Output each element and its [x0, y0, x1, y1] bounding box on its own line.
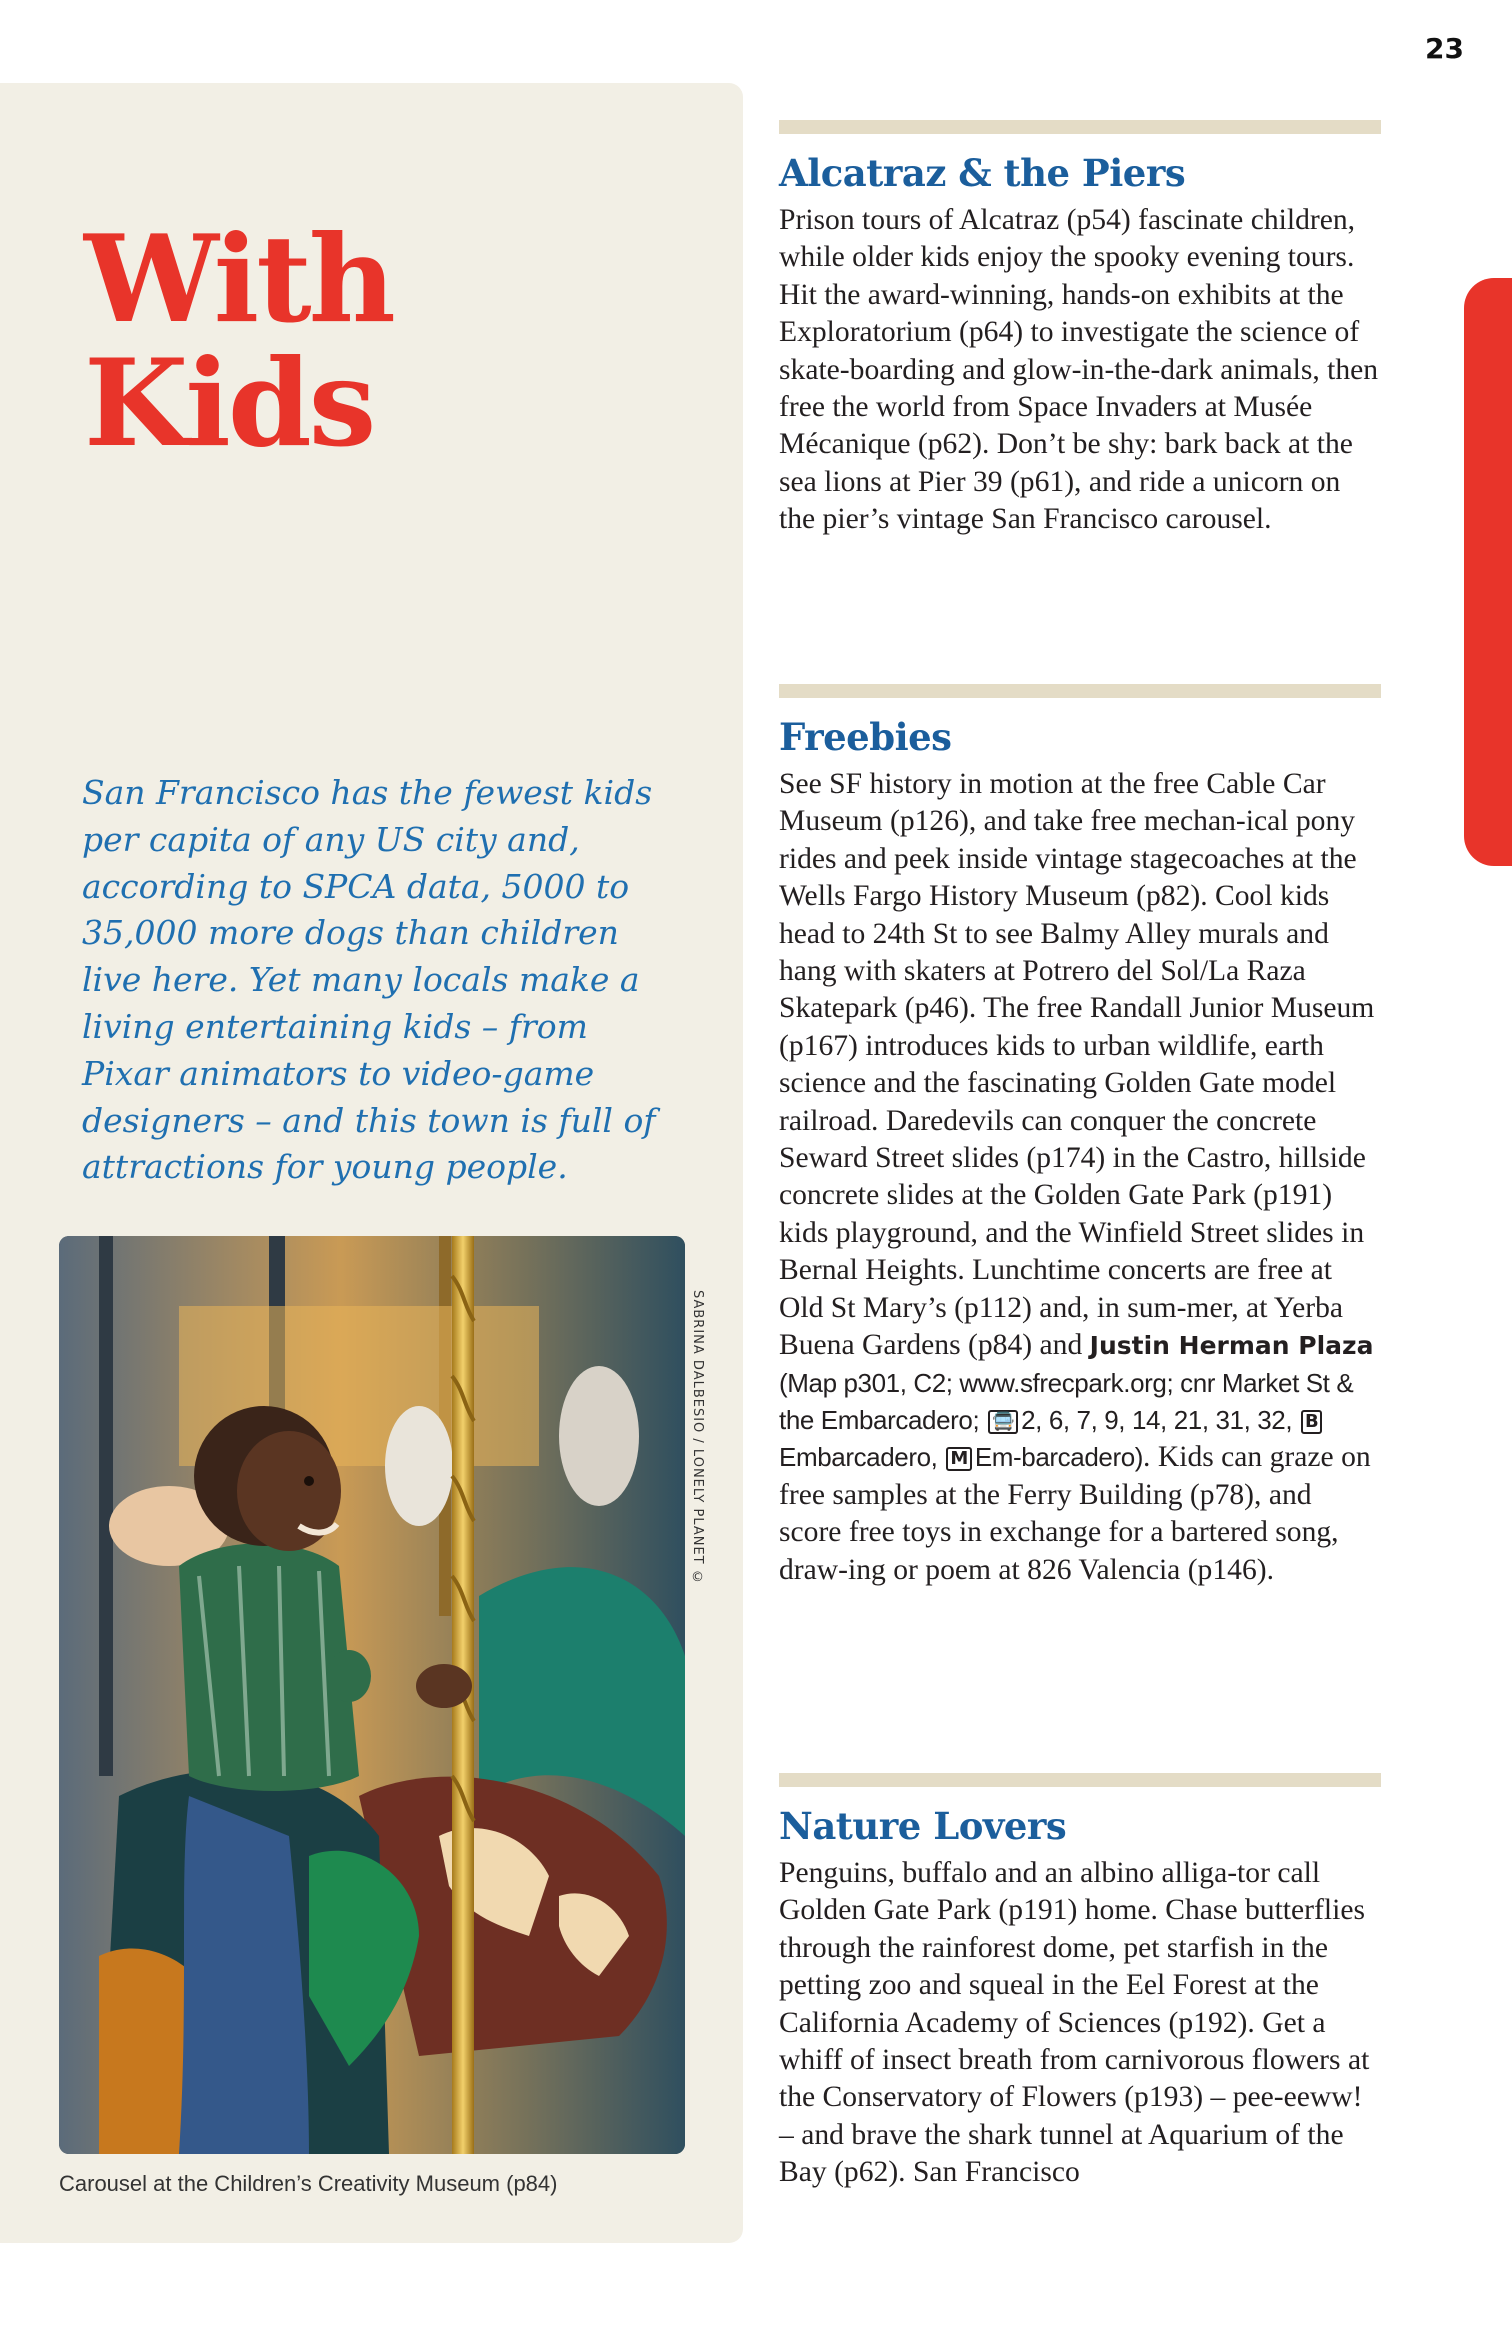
- muni-station: Em-barcadero): [974, 1442, 1144, 1473]
- page-number: 23: [1425, 32, 1464, 65]
- section-freebies: [779, 684, 1381, 1589]
- section-body: [779, 766, 1381, 1589]
- section-body: Penguins, buffalo and an albino alliga-tor call Golden Gate Park (p191) home. Chase butterflies through the rainforest dome, pet starfish in the petting zoo and squeal in the Eel Forest at the California Academy of Sciences (p192). Get a whiff of insect breath from carnivorous flowers at the Conservatory of Flowers (p193) – pee-eeww! – and brave the shark tunnel at Aquarium of the Bay (p62). San Francisco: [779, 1857, 1370, 2189]
- section-rule: [779, 684, 1381, 698]
- bus-routes: 2, 6, 7, 9, 14, 21, 31, 32,: [1021, 1404, 1300, 1435]
- carousel-photo: [59, 1236, 685, 2154]
- chapter-title: [84, 209, 393, 474]
- section-body: Prison tours of Alcatraz (p54) fascinate children, while older kids enjoy the spooky evening tours. Hit the award-winning, hands-on exhibits at the Exploratorium (p64) to investigate the science of skate-boarding and glow-in-the-dark animals, then free the world from Space Invaders at Musée Mécanique (p62). Don’t be shy: bark back at the sea lions at Pier 39 (p61), and ride a unicorn on the pier’s vintage San Francisco carousel.: [779, 204, 1379, 536]
- chapter-tab-marker: [1464, 278, 1512, 866]
- photo-caption: Carousel at the Children’s Creativity Museum (p84): [59, 2171, 558, 2196]
- chapter-title-line-2: Kids: [84, 333, 374, 474]
- listing-address: (Map p301, C2; www.sfrecpark.org; cnr Market St & the Embarcadero;: [779, 1367, 1354, 1435]
- bart-station: Embarcadero,: [779, 1442, 945, 1473]
- section-rule: [779, 120, 1381, 134]
- bus-icon: 🚍: [988, 1410, 1018, 1434]
- section-rule: [779, 1773, 1381, 1787]
- intro-text: San Francisco has the fewest kids per capita of any US city and, according to SPCA data, 5000 to 35,000 more dogs than children live here. Yet many locals make a living entertaining kids – from Pixar animators to video-game designers – and this town is full of attractions for young people.: [82, 773, 656, 1187]
- bart-icon: B: [1301, 1410, 1322, 1434]
- section-heading: Alcatraz & the Piers: [779, 151, 1186, 195]
- photo-credit: SABRINA DALBESIO / LONELY PLANET ©: [690, 1290, 705, 1586]
- body-text: See SF history in motion at the free Cable Car Museum (p126), and take free mechan-ical pony rides and peek inside vintage stagecoaches at the Wells Fargo History Museum (p82). Cool kids head to 24th St to see Balmy Alley murals and hang with skaters at Potrero del Sol/La Raza Skatepark (p46). The free Randall Junior Museum (p167) introduces kids to urban wildlife, earth science and the fascinating Golden Gate model railroad. Daredevils can conquer the concrete Seward Street slides (p174) in the Castro, hillside concrete slides at the Golden Gate Park (p191) kids playground, and the Winfield Street slides in Bernal Heights. Lunchtime concerts are free at Old St Mary’s (p112) and, in sum-mer, at Yerba Buena Gardens (p84) and: [779, 768, 1375, 1362]
- body-text: . Kids can graze on free samples at the Ferry Building (p78), and score free toys in exchange for a bartered song, draw-ing or poem at 826 Valencia (p146).: [779, 1441, 1371, 1586]
- muni-icon: M: [946, 1447, 972, 1471]
- section-nature-lovers: [779, 1773, 1381, 2192]
- chapter-title-line-1: With: [84, 209, 393, 350]
- listing-name: Justin Herman Plaza: [1089, 1331, 1374, 1361]
- section-heading: Freebies: [779, 715, 952, 759]
- section-alcatraz: [779, 120, 1381, 539]
- section-heading: Nature Lovers: [779, 1804, 1067, 1848]
